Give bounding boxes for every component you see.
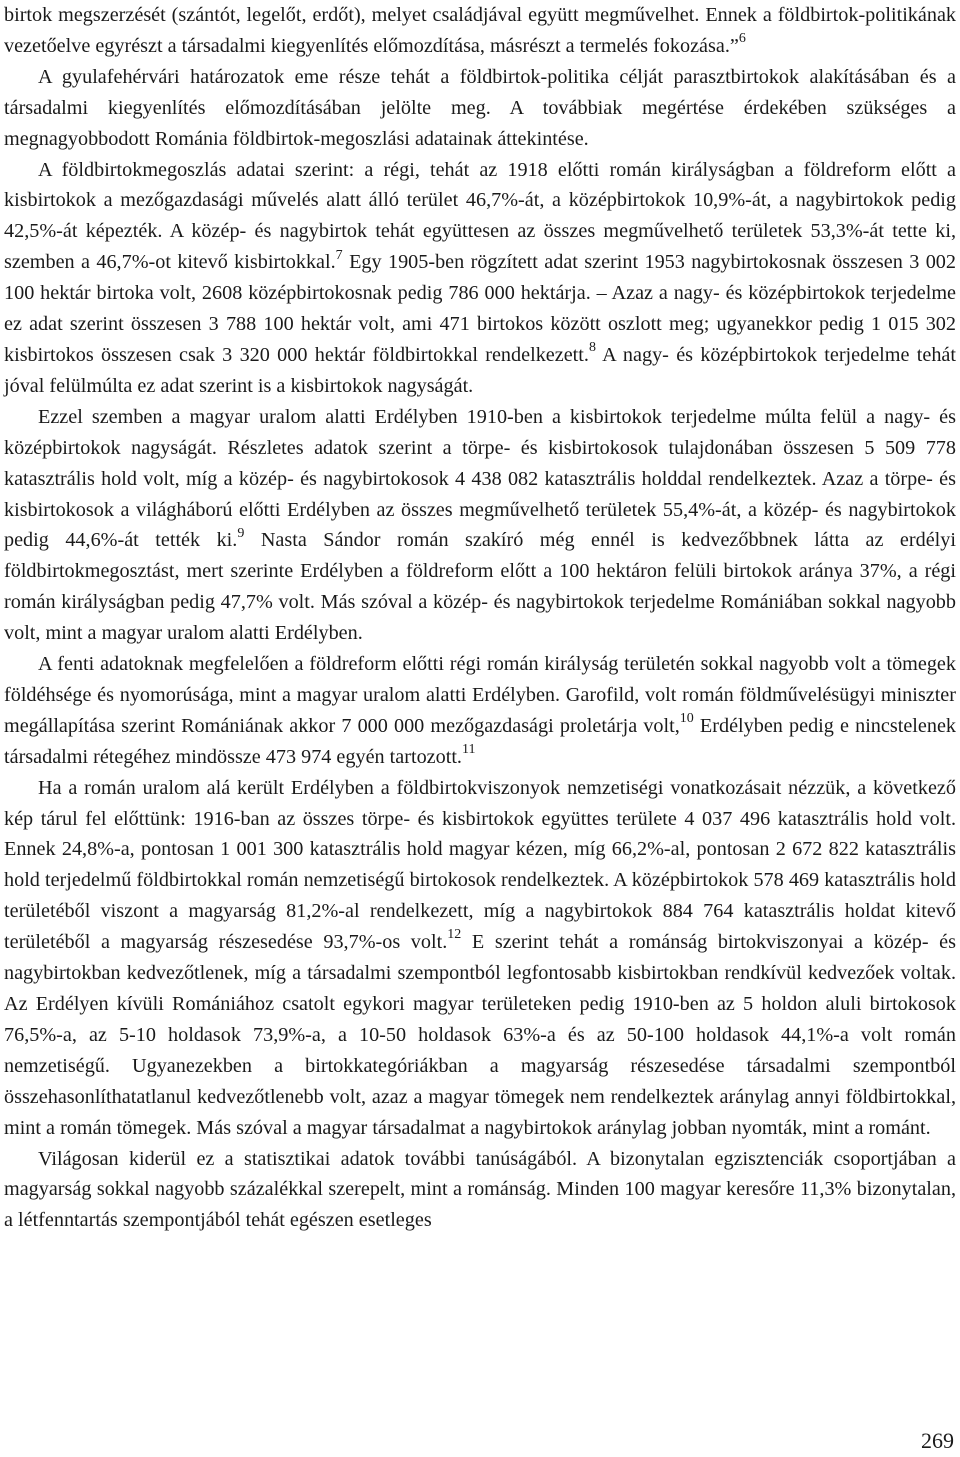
paragraph (4, 1144, 956, 1237)
footnote-reference: 9 (237, 525, 245, 541)
paragraph-text: Egy 1905-ben rögzített adat szerint 1953 nagybirtokosnak összesen 3 002 100 hektár birtoka volt, 2608 középbirtokosnak pedig 786 000 hektárja. – Azaz a nagy- és középbirtokok terjedelme ez adat szerint összesen 3 788 100 hektár volt, ami 471 birtokos között oszlott meg; ugyanekkor pedig 1 015 302 kisbirtokos összesen csak 3 320 000 hektár földbirtokkal rendelkezett. (4, 251, 956, 366)
paragraph (4, 773, 956, 1144)
paragraph (4, 155, 956, 402)
footnote-reference: 7 (335, 247, 343, 263)
paragraph-text: Nasta Sándor román szakíró még ennél is kedvezőbbnek látta az erdélyi földbirtokmegosztást, mert szerinte Erdélyben a földreform előtt a 100 hektáron felüli birtokok aránya 37%, a régi román királyságban pedig 47,7% volt. Más szóval a közép- és nagybirtokok terjedelme Romániában sokkal nagyobb volt, mint a magyar uralom alatti Erdélyben. (4, 529, 956, 645)
page-body (4, 0, 956, 1236)
paragraph-text: Ezzel szemben a magyar uralom alatti Erdélyben 1910-ben a kisbirtokok terjedelme múlta felül a nagy- és középbirtokok nagyságát. Részletes adatok szerint a törpe- és kisbirtokosok tulajdonában összesen 5 509 778 katasztrális hold volt, míg a közép- és nagybirtokosok 4 438 082 katasztrális holddal rendelkeztek. Azaz a törpe- és kisbirtokosok a világháború előtti Erdélyben az összes megművelhető területek 55,4%-át, a közép- és nagybirtokok pedig 44,6%-át tették ki. (4, 405, 956, 552)
footnote-reference: 6 (738, 31, 746, 47)
paragraph-text: Erdélyben pedig e nincstelenek társadalmi rétegéhez mindössze 473 974 egyén tartozott. (4, 714, 956, 768)
paragraph-text: E szerint tehát a románság birtokviszonyai a közép- és nagybirtokban kedvezőtlenek, míg a társadalmi szempontból legfontosabb kisbirtokban rendkívül kedvezőek voltak. Az Erdélyen kívüli Romániához csatolt egykori magyar területeken pedig 1910-ben az 5 holdon aluli birtokosok 76,5%-a, az 5-10 holdasok 73,9%-a, a 10-50 holdasok 63%-a és az 50-100 holdasok 44,1%-a volt román nemzetiségű. Ugyanezekben a birtokkategóriákban a magyarság részesedése társadalmi szempontból összehasonlíthatatlanul kedvezőtlenebb volt, azaz a magyar tömegek nem rendelkeztek aránylag annyi földbirtokkal, mint a román tömegek. Más szóval a magyar társadalmat a nagybirtokok aránylag jobban nyomták, mint a románt. (4, 931, 956, 1139)
paragraph-text: Ha a román uralom alá került Erdélyben a földbirtokviszonyok nemzetiségi vonatkozásait nézzük, a következő kép tárul fel előttünk: 1916-ban az összes törpe- és kisbirtokok együttes területe 4 037 496 katasztrális hold volt. Ennek 24,8%-a, pontosan 1 001 300 katasztrális hold magyar kézen, míg 66,2%-al, pontosan 2 672 822 katasztrális hold terjedelmű földbirtokkal román nemzetiségű birtokosok rendelkeztek. A középbirtokok 578 469 katasztrális hold területéből viszont a magyarság 81,2%-al rendelkezett, míg a nagybirtokok 884 764 katasztrális holdat kitevő területéből a magyarság részesedése 93,7%-os volt. (4, 776, 956, 954)
paragraph-text: A gyulafehérvári határozatok eme része tehát a földbirtok-politika célját parasztbirtokok alakításában és a társadalmi kiegyenlítés előmozdításában jelölte meg. A továbbiak megértése érdekében szükséges a megnagyobbodott Románia földbirtok-megoszlási adatainak áttekintése. (4, 65, 956, 150)
page-number: 269 (921, 1428, 954, 1453)
paragraph-text: birtok megszerzését (szántót, legelőt, erdőt), melyet családjával együtt megművelhet. Ennek a földbirtok-politikának vezetőelve egyrészt a társadalmi kiegyenlítés előmozdítása, másrészt a termelés fokozása.” (4, 4, 956, 57)
paragraph (4, 402, 956, 649)
footnote-reference: 11 (461, 742, 476, 758)
paragraph (4, 0, 956, 62)
paragraph-text: A fenti adatoknak megfelelően a földreform előtti régi román királyság területén sokkal nagyobb volt a tömegek földéhsége és nyomorúsága, mint a magyar uralom alatti Erdélyben. Garofild, volt román földművelésügyi miniszter megállapítása szerint Romániának akkor 7 000 000 mezőgazdasági proletárja volt, (4, 653, 956, 737)
footnote-reference: 10 (679, 711, 694, 727)
paragraph (4, 62, 956, 155)
paragraph-text: A nagy- és középbirtokok terjedelme tehát jóval felülmúlta ez adat szerint is a kisbirtokok nagyságát. (4, 343, 956, 397)
paragraph-text: Világosan kiderül ez a statisztikai adatok további tanúságából. A bizonytalan egzisztenciák csoportjában a magyarság sokkal nagyobb százalékkal szerepelt, mint a románság. Minden 100 magyar keresőre 11,3% bizonytalan, a létfenntartás szempontjából tehát egészen esetleges (4, 1147, 956, 1232)
footnote-reference: 8 (588, 340, 596, 356)
paragraph-text: A földbirtokmegoszlás adatai szerint: a régi, tehát az 1918 előtti román királyságban a földreform előtt a kisbirtokok a mezőgazdasági művelés alatt álló terület 46,7%-át, a középbirtokok 10,9%-át, a nagybirtokok pedig 42,5%-át képezték. A közép- és nagybirtok tehát együttesen az összes megművelhető területek 53,3%-át tette ki, szemben a 46,7%-ot kitevő kisbirtokkal. (4, 158, 956, 274)
footnote-reference: 12 (447, 927, 462, 943)
paragraph (4, 649, 956, 773)
